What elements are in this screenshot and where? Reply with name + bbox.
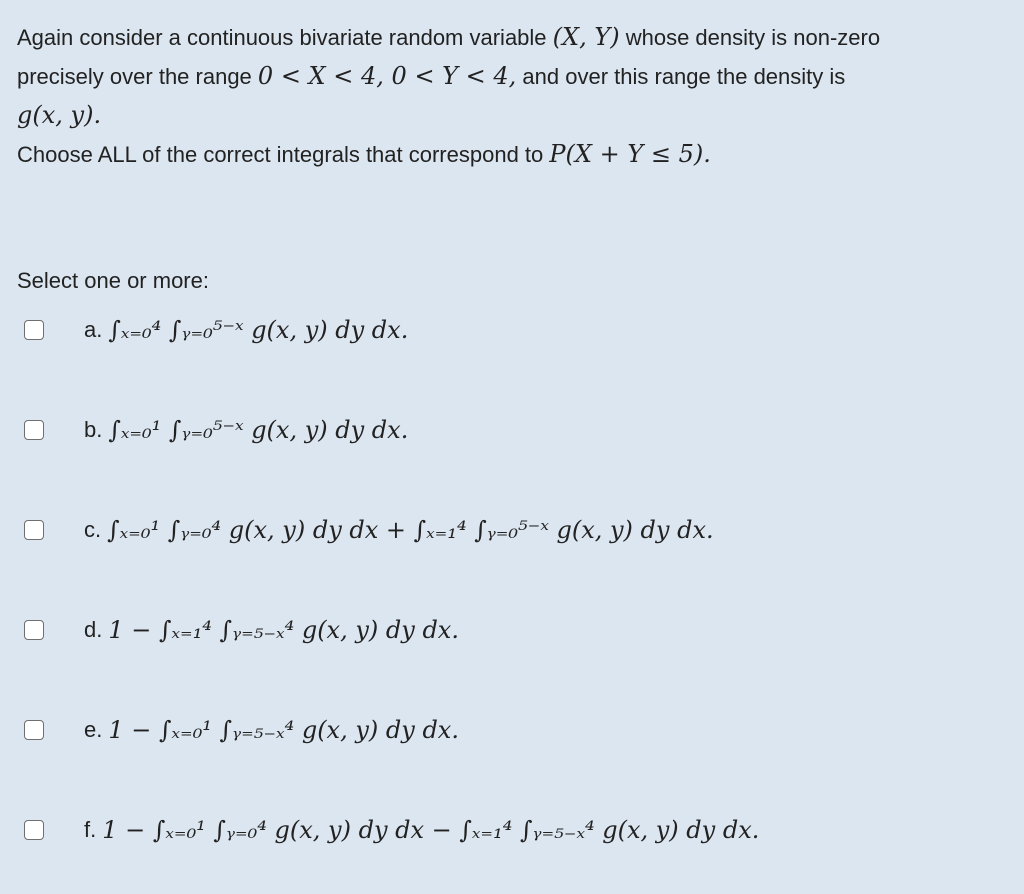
option-e-label: e. <box>84 717 103 742</box>
support-range: 0 < X < 4, 0 < Y < 4, <box>257 62 517 90</box>
option-f[interactable] <box>24 810 759 850</box>
question-line-2-tail: and over this range the density is <box>522 64 846 89</box>
question-line-1-text: Again consider a continuous bivariate random variable <box>17 25 547 50</box>
option-a-formula: ∫ₓ₌₀⁴ ∫ᵧ₌₀⁵⁻ˣ g(x, y) dy dx. <box>108 316 409 344</box>
option-f-checkbox[interactable] <box>24 820 44 840</box>
option-d-checkbox[interactable] <box>24 620 44 640</box>
option-e-formula: 1 − ∫ₓ₌₀¹ ∫ᵧ₌₅₋ₓ⁴ g(x, y) dy dx. <box>108 716 459 744</box>
option-b[interactable] <box>24 410 408 450</box>
option-b-formula: ∫ₓ₌₀¹ ∫ᵧ₌₀⁵⁻ˣ g(x, y) dy dx. <box>108 416 409 444</box>
question-line-4-text: Choose ALL of the correct integrals that correspond to <box>17 142 544 167</box>
option-a[interactable] <box>24 310 408 350</box>
question-line-2 <box>17 57 1007 96</box>
option-b-checkbox[interactable] <box>24 420 44 440</box>
density-function: g(x, y). <box>17 101 102 129</box>
question-line-4 <box>17 135 1007 174</box>
option-d-label: d. <box>84 617 103 642</box>
option-f-label: f. <box>84 817 97 842</box>
question-line-1-tail: whose density is non-zero <box>625 25 881 50</box>
option-c-label: c. <box>84 517 102 542</box>
question-line-3 <box>17 96 1007 135</box>
option-a-label: a. <box>84 317 103 342</box>
option-d-formula: 1 − ∫ₓ₌₁⁴ ∫ᵧ₌₅₋ₓ⁴ g(x, y) dy dx. <box>108 616 459 644</box>
question-text <box>17 18 1007 174</box>
option-b-label: b. <box>84 417 103 442</box>
option-e-checkbox[interactable] <box>24 720 44 740</box>
option-c[interactable] <box>24 510 714 550</box>
option-f-formula: 1 − ∫ₓ₌₀¹ ∫ᵧ₌₀⁴ g(x, y) dy dx − ∫ₓ₌₁⁴ ∫ᵧ₌₅₋ₓ⁴ g(x, y) dy dx. <box>102 816 760 844</box>
random-variable-pair: (X, Y) <box>552 23 620 51</box>
question-line-2-text: precisely over the range <box>17 64 252 89</box>
probability-expression: P(X + Y ≤ 5). <box>549 140 711 168</box>
select-prompt: Select one or more: <box>17 268 209 293</box>
option-e[interactable] <box>24 710 459 750</box>
option-c-checkbox[interactable] <box>24 520 44 540</box>
option-c-formula: ∫ₓ₌₀¹ ∫ᵧ₌₀⁴ g(x, y) dy dx + ∫ₓ₌₁⁴ ∫ᵧ₌₀⁵⁻ˣ g(x, y) dy dx. <box>107 516 714 544</box>
question-line-1 <box>17 18 1007 57</box>
option-d[interactable] <box>24 610 459 650</box>
option-a-checkbox[interactable] <box>24 320 44 340</box>
